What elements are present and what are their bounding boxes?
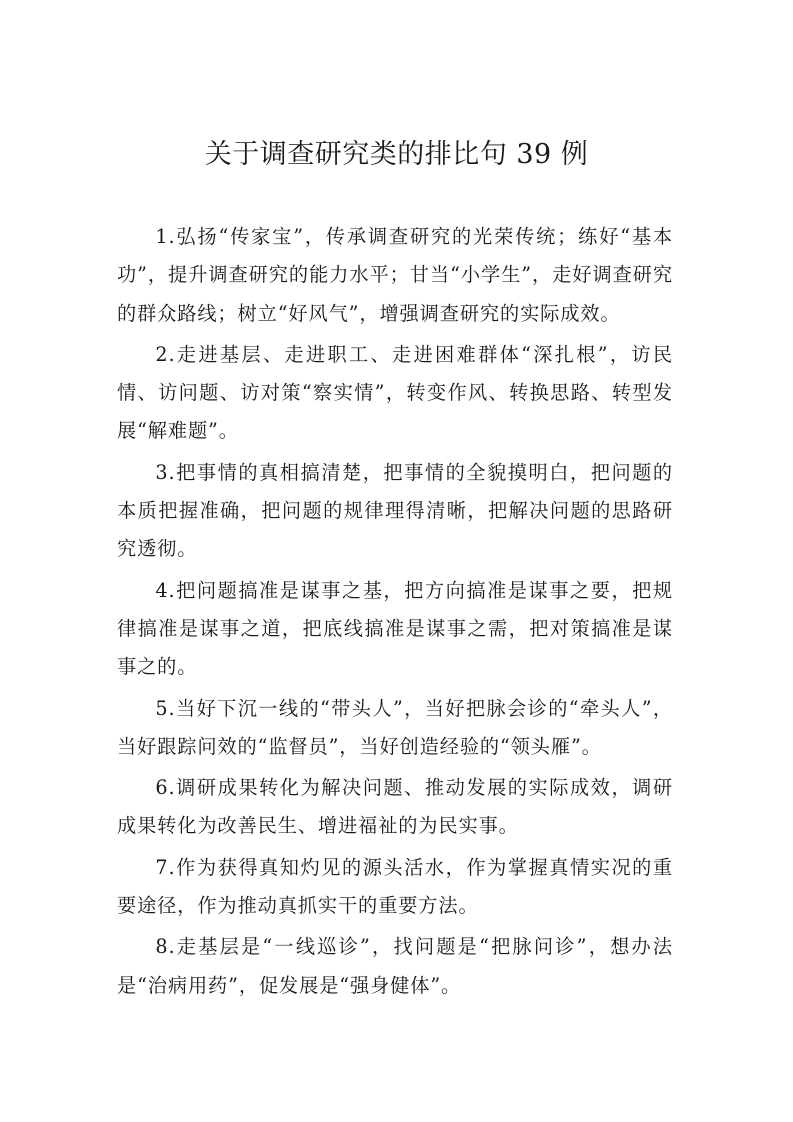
document-title: 关于调查研究类的排比句 39 例: [204, 139, 589, 170]
paragraph-7: 7.作为获得真知灼见的源头活水，作为掌握真情实况的重要途径，作为推动真抓实干的重要方法。: [117, 855, 673, 918]
paragraph-6: 6.调研成果转化为解决问题、推动发展的实际成效，调研成果转化为改善民生、增进福祉的为民实事。: [117, 776, 673, 838]
paragraph-5: 5.当好下沉一线的“带头人”，当好把脉会诊的“牵头人”，当好跟踪问效的“监督员”，当好创造经验的“领头雁”。: [117, 696, 673, 758]
paragraph-4: 4.把问题搞准是谋事之基，把方向搞准是谋事之要，把规律搞准是谋事之道，把底线搞准是谋事之需，把对策搞准是谋事之的。: [117, 578, 673, 679]
paragraph-8: 8.走基层是“一线巡诊”，找问题是“把脉问诊”，想办法是“治病用药”，促发展是“强身健体”。: [117, 935, 673, 997]
document-body: [117, 218, 673, 1008]
paragraph-1: 1.弘扬“传家宝”，传承调查研究的光荣传统；练好“基本功”，提升调查研究的能力水平；甘当“小学生”，走好调查研究的群众路线；树立“好风气”，增强调查研究的实际成效。: [117, 225, 673, 325]
paragraph-3: 3.把事情的真相搞清楚，把事情的全貌摸明白，把问题的本质把握准确，把问题的规律理得清晰，把解决问题的思路研究透彻。: [117, 460, 673, 561]
paragraph-2: 2.走进基层、走进职工、走进困难群体“深扎根”，访民情、访问题、访对策“察实情”，转变作风、转换思路、转型发展“解难题”。: [117, 342, 673, 443]
